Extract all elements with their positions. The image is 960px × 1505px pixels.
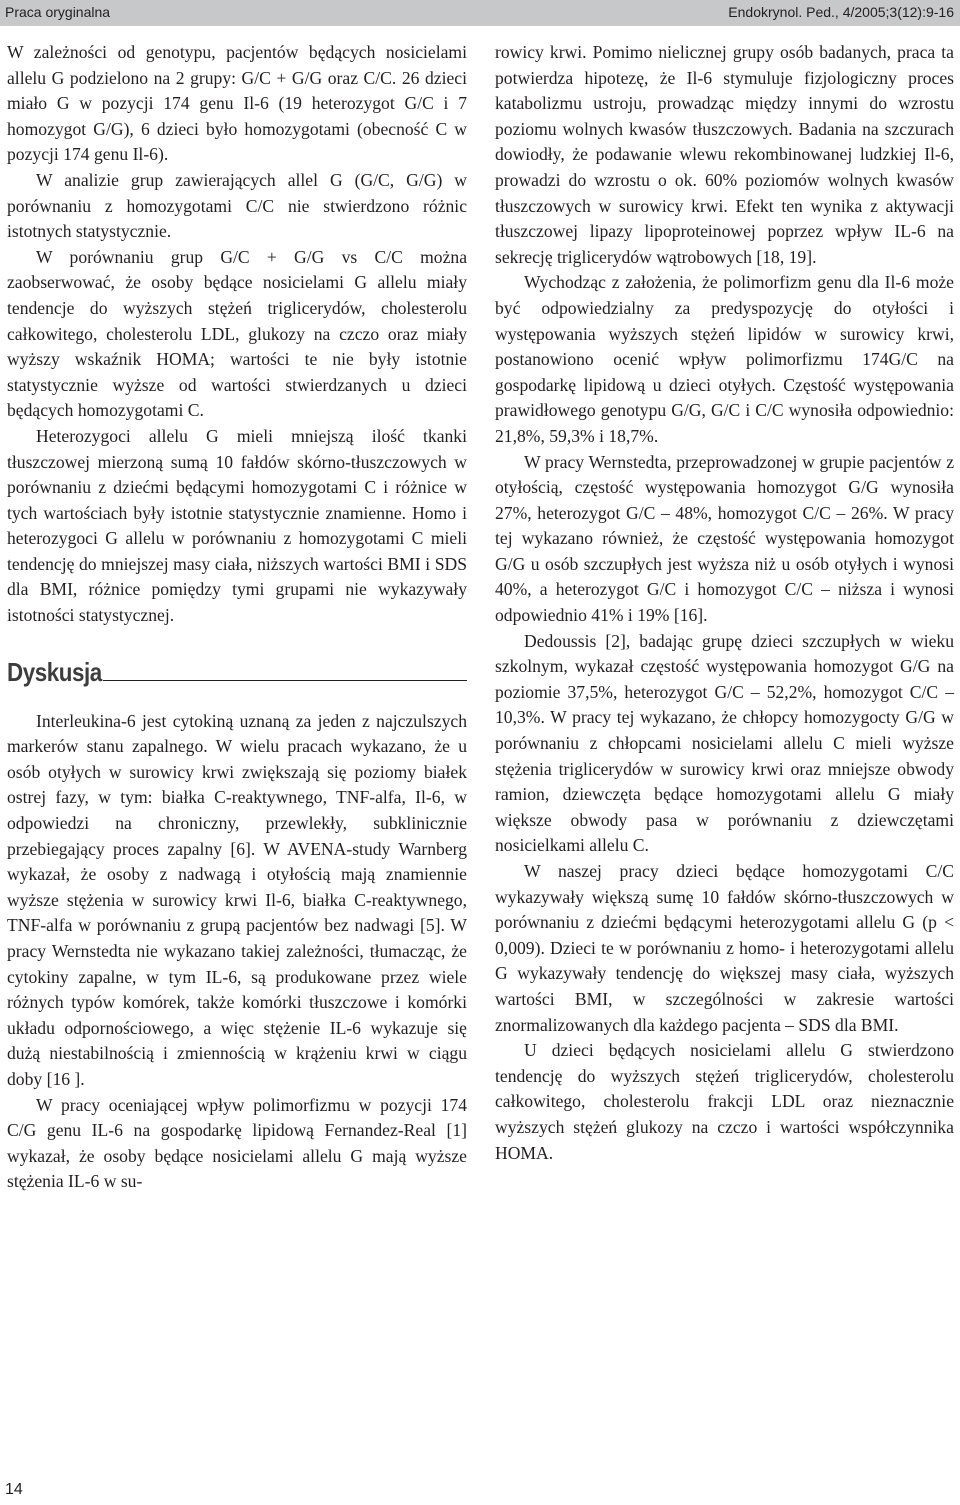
running-header bbox=[0, 0, 960, 26]
page-number: 14 bbox=[5, 1481, 23, 1498]
paragraph: W pracy Wernstedta, przeprowadzonej w grupie pacjentów z otyłością, częstość występowania homozygot G/G wynosiła 27%, heterozygot G/C – 48%, homozygot C/C – 26%. W pracy tej wykazano również, że częstość występowania homozygot G/G u osób szczupłych jest wyższa niż u osób otyłych i wynosi 40%, a heterozygot G/C i homozygot C/C – niższa i wynosi odpowiednio 41% i 19% [16]. bbox=[495, 451, 954, 626]
paragraph: W zależności od genotypu, pacjentów będących nosicielami allelu G podzielono na 2 grupy: G/C + G/G oraz C/C. 26 dzieci miało G w pozycji 174 genu Il-6 (19 heterozygot G/C i 7 homozygot G/G), 6 dzieci było homozygotami (obecność C w pozycji 174 genu Il-6). bbox=[7, 42, 467, 165]
section-rule bbox=[103, 680, 467, 681]
paragraph: Dedoussis [2], badając grupę dzieci szczupłych w wieku szkolnym, wykazał częstość występowania homozygot G/G na poziomie 37,5%, heterozygot G/C – 52,2%, homozygot C/C – 10,3%. W pracy tej wykazano, że chłopcy homozygocty G/G w porównaniu z chłopcami nosicielami allelu C mieli wyższe stężenia triglicerydów w surowicy krwi oraz mniejsze obwody ramion, dziewczęta będące homozygotami allelu G miały większe obwody pasa w porównaniu z dziewczętami nosicielkami allelu C. bbox=[495, 630, 954, 856]
paragraph: rowicy krwi. Pomimo nielicznej grupy osób badanych, praca ta potwierdza hipotezę, że Il-6 stymuluje fizjologiczny proces katabolizmu ustroju, prowadząc między innymi do wzrostu poziomu wolnych kwasów tłuszczowych. Badania na szczurach dowiodły, że podawanie wlewu rekombinowanej ludzkiej Il-6, prowadzi do wzrostu o ok. 60% poziomów wolnych kwasów tłuszczowych w surowicy krwi. Efekt ten wynika z aktywacji tłuszczowej lipazy lipoproteinowej poprzez wpływ IL-6 na sekrecję triglicerydów wątrobowych [18, 19]. bbox=[495, 42, 954, 267]
paragraph: Interleukina-6 jest cytokiną uznaną za jeden z najczulszych markerów stanu zapalnego. W wielu pracach wykazano, że u osób otyłych w surowicy krwi zwiększają się poziomy białek ostrej fazy, w tym: białka C-reaktywnego, TNF-alfa, Il-6, w odpowiedzi na chroniczny, przewlekły, subklinicznie przebiegający proces zapalny [6]. W AVENA-study Warnberg wykazał, że osoby z nadwagą i otyłością mają znamiennie wyższe stężenia w surowicy krwi Il-6, białka C-reaktywnego, TNF-alfa w porównaniu z grupą pacjentów bez nadwagi [5]. W pracy Wernstedta nie wykazano takiej zależności, tłumacząc, że cytokiny zapalne, w tym IL-6, są produkowane przez wiele różnych typów komórek, także komórki tłuszczowe i komórki układu odpornościowego, a więc stężenie IL-6 wykazuje się dużą niestabilnością i zmiennością w krążeniu krwi w ciągu doby [16 ]. bbox=[7, 710, 467, 1089]
paragraph: W pracy oceniającej wpływ polimorfizmu w pozycji 174 C/G genu IL-6 na gospodarkę lipidową Fernandez-Real [1] wykazał, że osoby będące nosicielami allelu G mają wyższe stężenia IL-6 w su- bbox=[7, 1094, 467, 1192]
paragraph: W analizie grup zawierających allel G (G/C, G/G) w porównaniu z homozygotami C/C nie stwierdzono różnic istotnych statystycznie. bbox=[7, 169, 467, 242]
section-heading bbox=[7, 657, 467, 687]
paragraph: Heterozygoci allelu G mieli mniejszą ilość tkanki tłuszczowej mierzoną sumą 10 fałdów skórno-tłuszczowych w porównaniu z dziećmi będącymi homozygotami C i różnice w tych wartościach były istotnie statystycznie znamienne. Homo i heterozygoci G allelu w porównaniu z homozygotami C mieli tendencję do mniejszej masy ciała, niższych wartości BMI i SDS dla BMI, różnice pomiędzy tymi grupami nie wykazywały istotności statystycznej. bbox=[7, 425, 467, 626]
article-type: Praca oryginalna bbox=[5, 4, 111, 20]
paragraph: Wychodząc z założenia, że polimorfizm genu dla Il-6 może być odpowiedzialny za predyspozycję do otyłości i występowania wyższych stężeń lipidów w surowicy krwi, postanowiono ocenić wpływ polimorfizmu 174G/C na gospodarkę lipidową u dzieci otyłych. Częstość występowania prawidłowego genotypu G/G, G/C i C/C wynosiła odpowiednio: 21,8%, 59,3% i 18,7%. bbox=[495, 272, 954, 446]
journal-citation: Endokrynol. Ped., 4/2005;3(12):9-16 bbox=[728, 4, 954, 20]
left-column bbox=[7, 40, 467, 1195]
paragraph: W porównaniu grup G/C + G/G vs C/C można zaobserwować, że osoby będące nosicielami G allelu miały tendencje do wyższych stężeń triglicerydów, cholesterolu całkowitego, cholesterolu LDL, glukozy na czczo oraz miały wyższy wskaźnik HOMA; wartości te nie były istotnie statystycznie wyższe od wartości stwierdzanych u dzieci będących homozygotami C. bbox=[7, 246, 467, 421]
paragraph: U dzieci będących nosicielami allelu G stwierdzono tendencję do wyższych stężeń triglicerydów, cholesterolu całkowitego, cholesterolu frakcji LDL oraz nieznacznie wyższych stężeń glukozy na czczo i wartości współczynnika HOMA. bbox=[495, 1040, 954, 1163]
paragraph: W naszej pracy dzieci będące homozygotami C/C wykazywały większą sumę 10 fałdów skórno-tłuszczowych w porównaniu z dziećmi będącymi heterozygotami allelu G (p < 0,009). Dzieci te w porównaniu z homo- i heterozygotami allelu G wykazywały tendencję do większej masy ciała, wyższych wartości BMI, w szczególności w zakresie wartości znormalizowanych dla każdego pacjenta – SDS dla BMI. bbox=[495, 861, 954, 1035]
right-column bbox=[495, 40, 954, 1166]
section-title: Dyskusja bbox=[7, 656, 102, 687]
